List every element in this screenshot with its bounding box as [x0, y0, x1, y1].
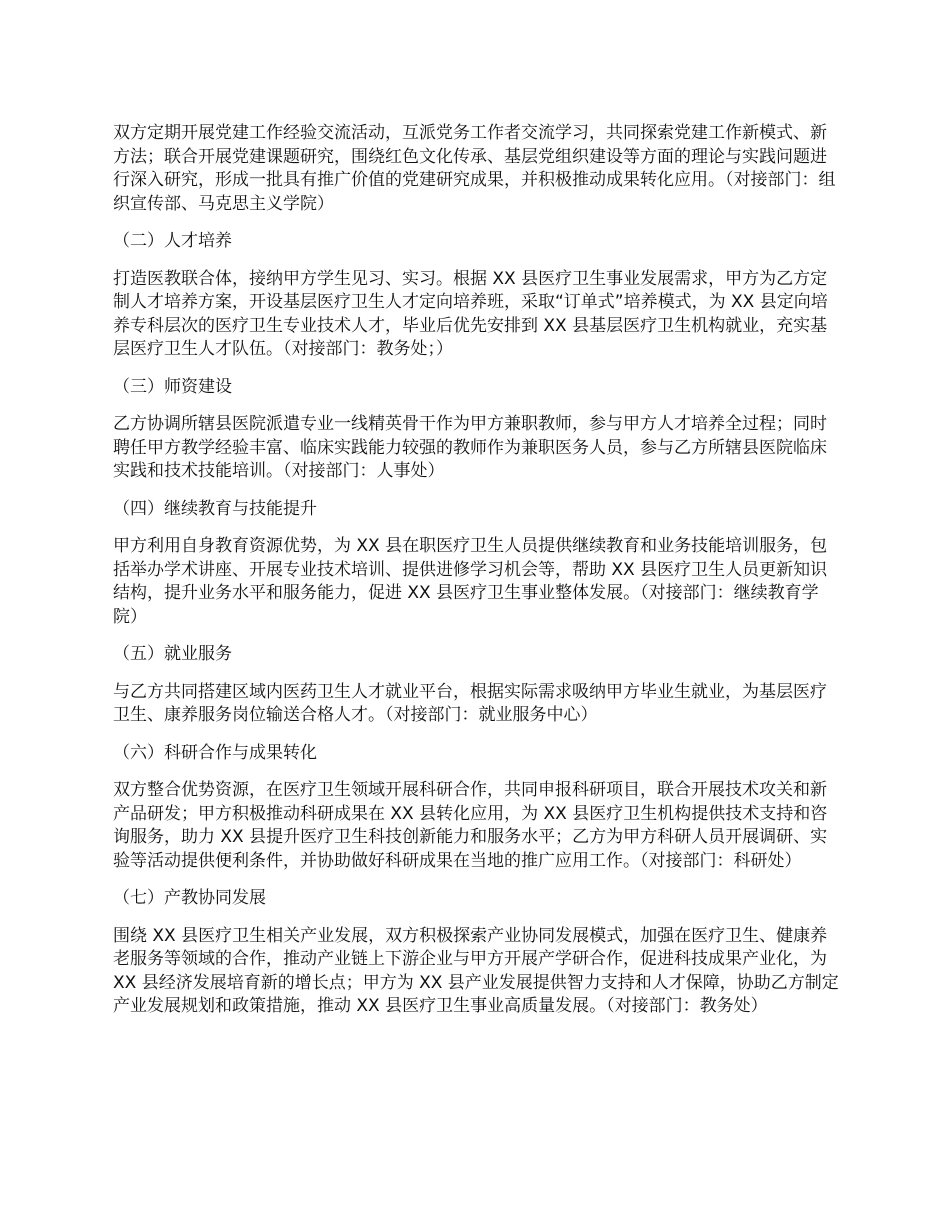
paragraph-research-cooperation: 双方整合优势资源，在医疗卫生领域开展科研合作，共同申报科研项目，联合开展技术攻关和新产品研发；甲方积极推动科研成果在 XX 县转化应用，为 XX 县医疗卫生机构提供技术支持和咨询服务，助力 XX 县提升医疗卫生科技创新能力和服务水平；乙方为甲方科研人员开展调研、实验等活动提供便利条件，并协助做好科研成果在当地的推广应用工作。（对接部门：科研处）	[113, 780, 828, 871]
heading-research-cooperation: （六）科研合作与成果转化	[113, 742, 317, 763]
paragraph-party-building: 双方定期开展党建工作经验交流活动，互派党务工作者交流学习，共同探索党建工作新模式、新方法；联合开展党建课题研究，围绕红色文化传承、基层党组织建设等方面的理论与实践问题进行深入研究，形成一批具有推广价值的党建研究成果，并积极推动成果转化应用。（对接部门：组织宣传部、马克思主义学院）	[113, 123, 836, 214]
paragraph-industry-education: 围绕 XX 县医疗卫生相关产业发展，双方积极探索产业协同发展模式，加强在医疗卫生、健康养老服务等领域的合作，推动产业链上下游企业与甲方开展产学研合作，促进科技成果产业化，为 XX 县经济发展培育新的增长点；甲方为 XX 县产业发展提供智力支持和人才保障，协助乙方制定产业发展规划和政策措施，推动 XX 县医疗卫生事业高质量发展。（对接部门：教务处）	[113, 925, 839, 1016]
heading-faculty-building: （三）师资建设	[113, 376, 232, 397]
paragraph-talent-training: 打造医教联合体，接纳甲方学生见习、实习。根据 XX 县医疗卫生事业发展需求，甲方为乙方定制人才培养方案，开设基层医疗卫生人才定向培养班，采取“订单式”培养模式，为 XX 县定向培养专科层次的医疗卫生专业技术人才，毕业后优先安排到 XX 县基层医疗卫生机构就业，充实基层医疗卫生人才队伍。（对接部门：教务处；）	[113, 268, 828, 359]
heading-employment-service: （五）就业服务	[113, 644, 232, 664]
heading-talent-training: （二）人才培养	[113, 231, 232, 251]
heading-continuing-education: （四）继续教育与技能提升	[113, 498, 317, 519]
paragraph-faculty-building: 乙方协调所辖县医院派遣专业一线精英骨干作为甲方兼职教师，参与甲方人才培养全过程；同时聘任甲方教学经验丰富、临床实践能力较强的教师作为兼职医务人员，参与乙方所辖县医院临床实践和技术技能培训。（对接部门：人事处）	[113, 414, 827, 481]
heading-industry-education: （七）产教协同发展	[113, 888, 266, 908]
document-page	[113, 122, 841, 1033]
paragraph-continuing-education: 甲方利用自身教育资源优势，为 XX 县在职医疗卫生人员提供继续教育和业务技能培训服务，包括举办学术讲座、开展专业技术培训、提供进修学习机会等，帮助 XX 县医疗卫生人员更新知识结构，提升业务水平和服务能力，促进 XX 县医疗卫生事业整体发展。（对接部门：继续教育学院）	[113, 536, 828, 627]
paragraph-employment-service: 与乙方共同搭建区域内医药卫生人才就业平台，根据实际需求吸纳甲方毕业生就业，为基层医疗卫生、康养服务岗位输送合格人才。（对接部门：就业服务中心）	[113, 681, 827, 725]
